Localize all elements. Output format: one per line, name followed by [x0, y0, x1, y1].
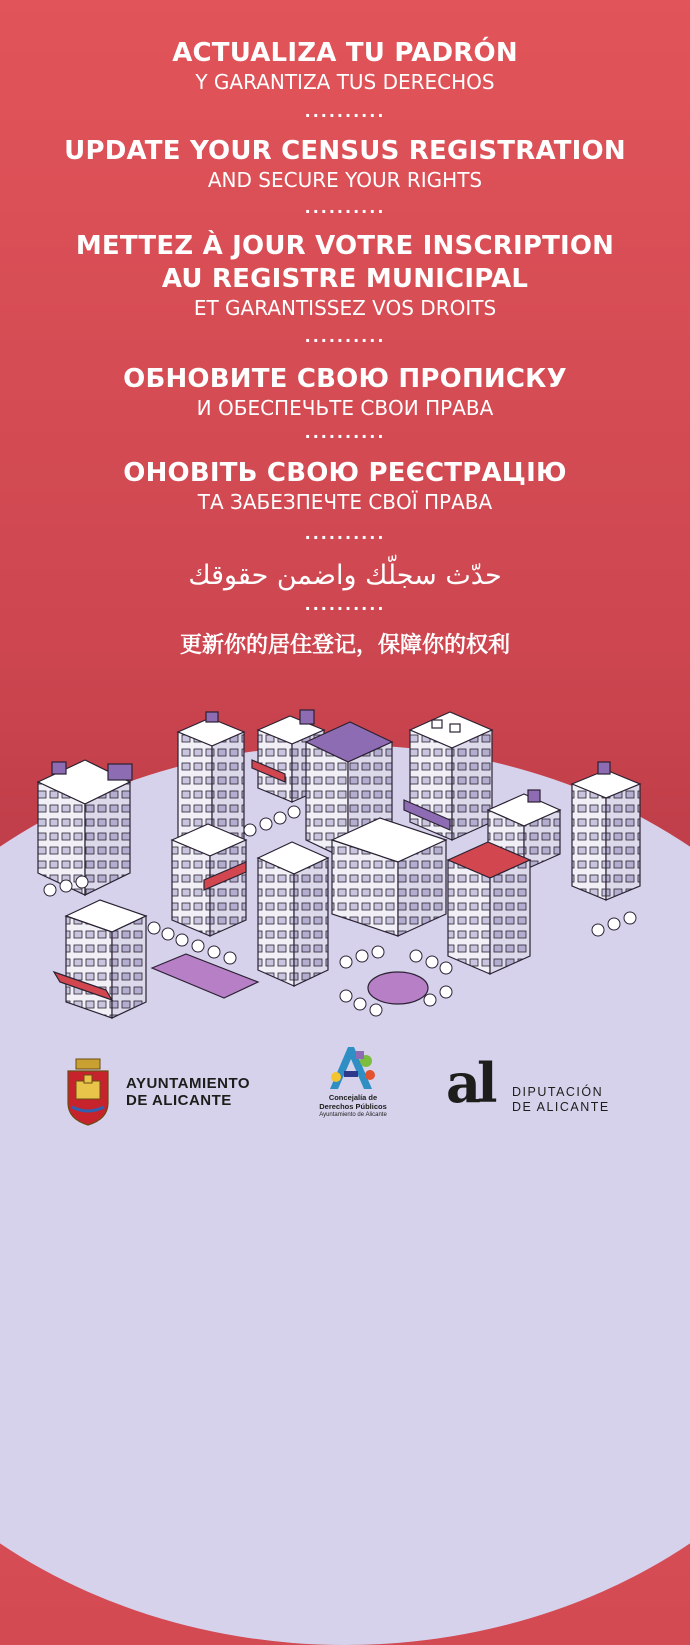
- ayuntamiento-line2: DE ALICANTE: [126, 1092, 232, 1109]
- headline-fr-subtitle: ET GARANTISSEZ VOS DROITS: [193, 296, 497, 320]
- building: [54, 900, 146, 1018]
- concejalia-line1: Concejalía de: [328, 1093, 378, 1102]
- headline-uk-subtitle: ТА ЗАБЕЗПЕЧТЕ СВОЇ ПРАВА: [197, 490, 493, 514]
- building: [448, 842, 530, 974]
- concejalia-logo-icon: [326, 1041, 380, 1093]
- ayuntamiento-line1: AYUNTAMIENTO: [126, 1075, 251, 1092]
- separator-dots: ··········: [304, 427, 386, 446]
- ayuntamiento-logo-text: [126, 1075, 250, 1109]
- pool: [152, 954, 258, 998]
- headline-fr-title-line2: AU REGISTRE MUNICIPAL: [161, 264, 529, 294]
- separator-dots: ··········: [304, 106, 386, 125]
- concejalia-line3: Ayuntamiento de Alicante: [319, 1112, 387, 1118]
- headline-fr-title-line1: METTEZ À JOUR VOTRE INSCRIPTION: [75, 231, 615, 261]
- headline-en: [0, 135, 690, 192]
- separator-dots: ··········: [304, 528, 386, 547]
- diputacion-logo-mark: al: [446, 1051, 494, 1115]
- building: [258, 842, 328, 986]
- separator-dots: ··········: [304, 331, 386, 350]
- fountain: [368, 972, 428, 1004]
- headline-en-subtitle: AND SECURE YOUR RIGHTS: [207, 168, 483, 192]
- separator-dots: ··········: [304, 599, 386, 618]
- headline-zh: [0, 632, 690, 660]
- building: [38, 760, 132, 895]
- concejalia-logo-text: [300, 1093, 406, 1120]
- sponsor-logos: [0, 1035, 690, 1165]
- headline-es: [0, 37, 690, 94]
- building: [332, 818, 446, 936]
- headline-ru: [0, 363, 690, 420]
- headline-es-subtitle: Y GARANTIZA TUS DERECHOS: [195, 70, 495, 94]
- building: [172, 824, 246, 936]
- headline-ru-subtitle: И ОБЕСПЕЧЬТЕ СВОИ ПРАВА: [196, 396, 494, 420]
- headline-ar: [0, 559, 690, 593]
- diputacion-line2: DE ALICANTE: [512, 1100, 610, 1114]
- headline-zh-title: 更新你的居住登记，保障你的权利: [179, 633, 510, 658]
- building: [572, 762, 640, 900]
- headline-uk-title: ОНОВІТЬ СВОЮ РЕЄСТРАЦІЮ: [123, 458, 567, 488]
- city-crest-icon: [62, 1057, 114, 1127]
- headline-uk: [0, 457, 690, 514]
- headline-ar-title: حدّث سجلّك واضمن حقوقك: [188, 560, 502, 591]
- diputacion-line1: DIPUTACIÓN: [512, 1085, 604, 1099]
- headline-fr: [0, 230, 690, 320]
- headline-ru-title: ОБНОВИТЕ СВОЮ ПРОПИСКУ: [123, 364, 567, 394]
- isometric-city-illustration: [0, 690, 690, 1040]
- headline-es-title: ACTUALIZA TU PADRÓN: [172, 38, 518, 68]
- separator-dots: ··········: [304, 202, 386, 221]
- concejalia-line2: Derechos Públicos: [319, 1102, 387, 1111]
- diputacion-logo-text: [512, 1085, 610, 1115]
- headline-en-title: UPDATE YOUR CENSUS REGISTRATION: [64, 136, 626, 166]
- building: [404, 712, 492, 840]
